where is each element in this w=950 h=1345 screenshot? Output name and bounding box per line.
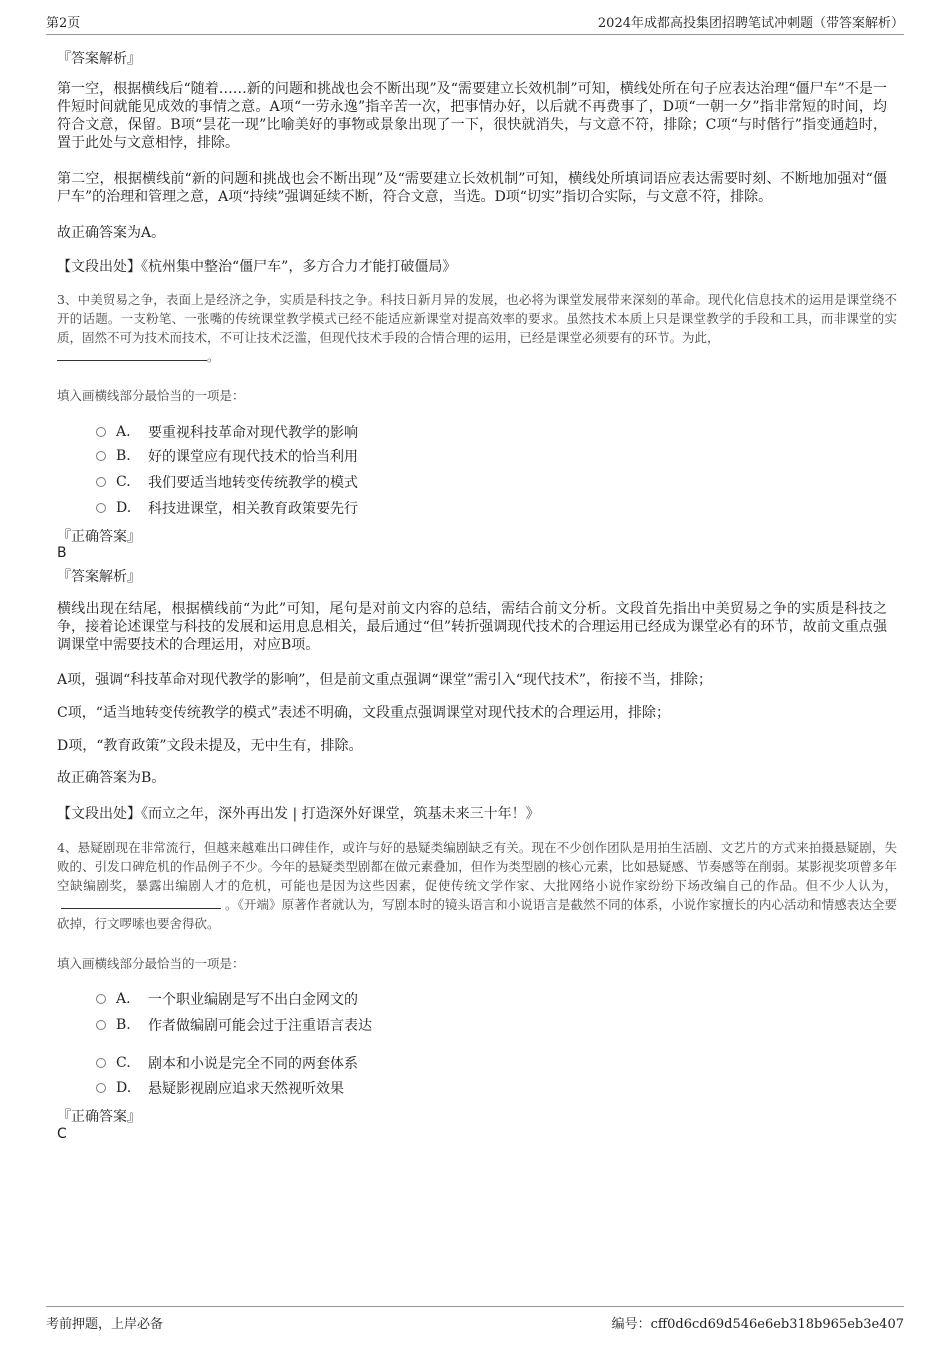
q4-answer: C xyxy=(57,1126,67,1142)
q3-analysis-paragraph-4: D项，“教育政策”文段未提及，无中生有，排除。 xyxy=(57,738,363,754)
q3-prompt: 填入画横线部分最恰当的一项是： xyxy=(57,388,245,403)
radio-icon[interactable] xyxy=(96,503,106,513)
q2-analysis-label: 『答案解析』 xyxy=(57,51,141,67)
q3-analysis-paragraph-2: A项，强调“科技革命对现代教学的影响”，但是前文重点强调“课堂”需引入“现代技术”，衔接不当，排除； xyxy=(57,672,713,688)
radio-icon[interactable] xyxy=(96,451,106,461)
q3-analysis-label: 『答案解析』 xyxy=(57,569,141,585)
q3-analysis-paragraph-1: 横线出现在结尾，根据横线前“为此”可知，尾句是对前文内容的总结，需结合前文分析。文段首先指出中美贸易之争的实质是科技之争，接着论述课堂与科技的发展和运用息息相关，最后通过“但”转折强调现代技术的合理运用已经成为课堂必有的环节，故前文重点强调课堂中需要技术的合理运用，对应B项。 xyxy=(57,601,887,653)
q3-answer-label: 『正确答案』 xyxy=(57,529,141,545)
q4-option-d[interactable]: D. 悬疑影视剧应追求天然视听效果 xyxy=(96,1078,344,1098)
q3-option-b[interactable]: B. 好的课堂应有现代技术的恰当利用 xyxy=(96,446,358,466)
q2-analysis-paragraph-2: 第二空，根据横线前“新的问题和挑战也会不断出现”及“需要建立长效机制”可知，横线处所填词语应表达需要时刻、不断地加强对“僵尸车”的治理和管理之意，A项“持续”强调延续不断，符合文意，当选。D项“切实”指切合实际，与文意不符，排除。 xyxy=(57,171,887,205)
q3-fill-blank xyxy=(57,348,207,361)
q4-option-c[interactable]: C. 剧本和小说是完全不同的两套体系 xyxy=(96,1053,358,1073)
footer-slogan: 考前押题，上岸必备 xyxy=(46,1317,164,1332)
q4-question-text: 4、悬疑剧现在非常流行，但越来越难出口碑佳作，或许与好的悬疑类编剧缺乏有关。现在不少创作团队是用拍生活剧、文艺片的方式来拍摄悬疑剧，失败的、引发口碑危机的作品例子不少。今年的悬疑类型剧都在做元素叠加，但作为类型剧的核心元素，比如悬疑感、节奏感等在削弱。某影视奖项曾多年空缺编剧奖，暴露出编剧人才的危机，可能也是因为这些因素，促使传统文学作家、大批网络小说作家纷纷下场改编自己的作品。但不少人认为，。《开端》原著作者就认为，写剧本时的镜头语言和小说语言是截然不同的体系，小说作家擅长的内心活动和情感表达全要砍掉，行文啰嗦也要舍得砍。 xyxy=(57,840,897,931)
q3-option-c[interactable]: C. 我们要适当地转变传统教学的模式 xyxy=(96,472,358,492)
document-title: 2024年成都高投集团招聘笔试冲刺题（带答案解析） xyxy=(597,16,904,31)
radio-icon[interactable] xyxy=(96,1083,106,1093)
page-header xyxy=(46,12,904,35)
radio-icon[interactable] xyxy=(96,427,106,437)
q3-option-a[interactable]: A. 要重视科技革命对现代教学的影响 xyxy=(96,422,358,442)
radio-icon[interactable] xyxy=(96,1020,106,1030)
q3-analysis-paragraph-3: C项，“适当地转变传统教学的模式”表述不明确，文段重点强调课堂对现代技术的合理运用，排除； xyxy=(57,705,671,721)
q3-answer: B xyxy=(57,545,67,561)
q4-fill-blank xyxy=(61,896,221,909)
radio-icon[interactable] xyxy=(96,994,106,1004)
document-id: 编号：cff0d6cd69d546e6eb318b965eb3e407 xyxy=(611,1317,904,1332)
q4-answer-label: 『正确答案』 xyxy=(57,1109,141,1125)
page-number: 第2页 xyxy=(46,16,81,31)
q3-conclusion: 故正确答案为B。 xyxy=(57,770,166,786)
radio-icon[interactable] xyxy=(96,477,106,487)
q2-source: 【文段出处】《杭州集中整治“僵尸车”，多方合力才能打破僵局》 xyxy=(57,259,457,275)
q4-option-a[interactable]: A. 一个职业编剧是写不出白金网文的 xyxy=(96,989,358,1009)
page-footer xyxy=(46,1306,904,1332)
q2-analysis-paragraph-1: 第一空，根据横线后“随着……新的问题和挑战也会不断出现”及“需要建立长效机制”可知，横线处所在句子应表达治理“僵尸车”不是一件短时间就能见成效的事情之意。A项“一劳永逸”指辛苦一次，把事情办好，以后就不再费事了，D项“一朝一夕”指非常短的时间，均符合文意，保留。B项“昙花一现”比喻美好的事物或景象出现了一下，很快就消失，与文意不符，排除；C项“与时偕行”指变通趋时，置于此处与文意相悖，排除。 xyxy=(57,81,887,151)
q2-conclusion: 故正确答案为A。 xyxy=(57,225,166,241)
q4-option-b[interactable]: B. 作者做编剧可能会过于注重语言表达 xyxy=(96,1015,372,1035)
q3-question-text: 3、中美贸易之争，表面上是经济之争，实质是科技之争。科技日新月异的发展，也必将为课堂发展带来深刻的革命。现代化信息技术的运用是课堂绕不开的话题。一支粉笔、一张嘴的传统课堂教学模式已经不能适应新课堂对提高效率的要求。虽然技术本质上只是课堂教学的手段和工具，而非课堂的实质，固然不可为技术而技术，不可让技术泛滥，但现代技术手段的合情合理的运用，已经是课堂必须要有的环节。为此， 。 xyxy=(57,292,897,364)
q4-prompt: 填入画横线部分最恰当的一项是： xyxy=(57,956,245,971)
q3-option-d[interactable]: D. 科技进课堂，相关教育政策要先行 xyxy=(96,498,358,518)
q3-source: 【文段出处】《而立之年，深外再出发 | 打造深外好课堂，筑基未来三十年！》 xyxy=(57,806,540,822)
radio-icon[interactable] xyxy=(96,1058,106,1068)
